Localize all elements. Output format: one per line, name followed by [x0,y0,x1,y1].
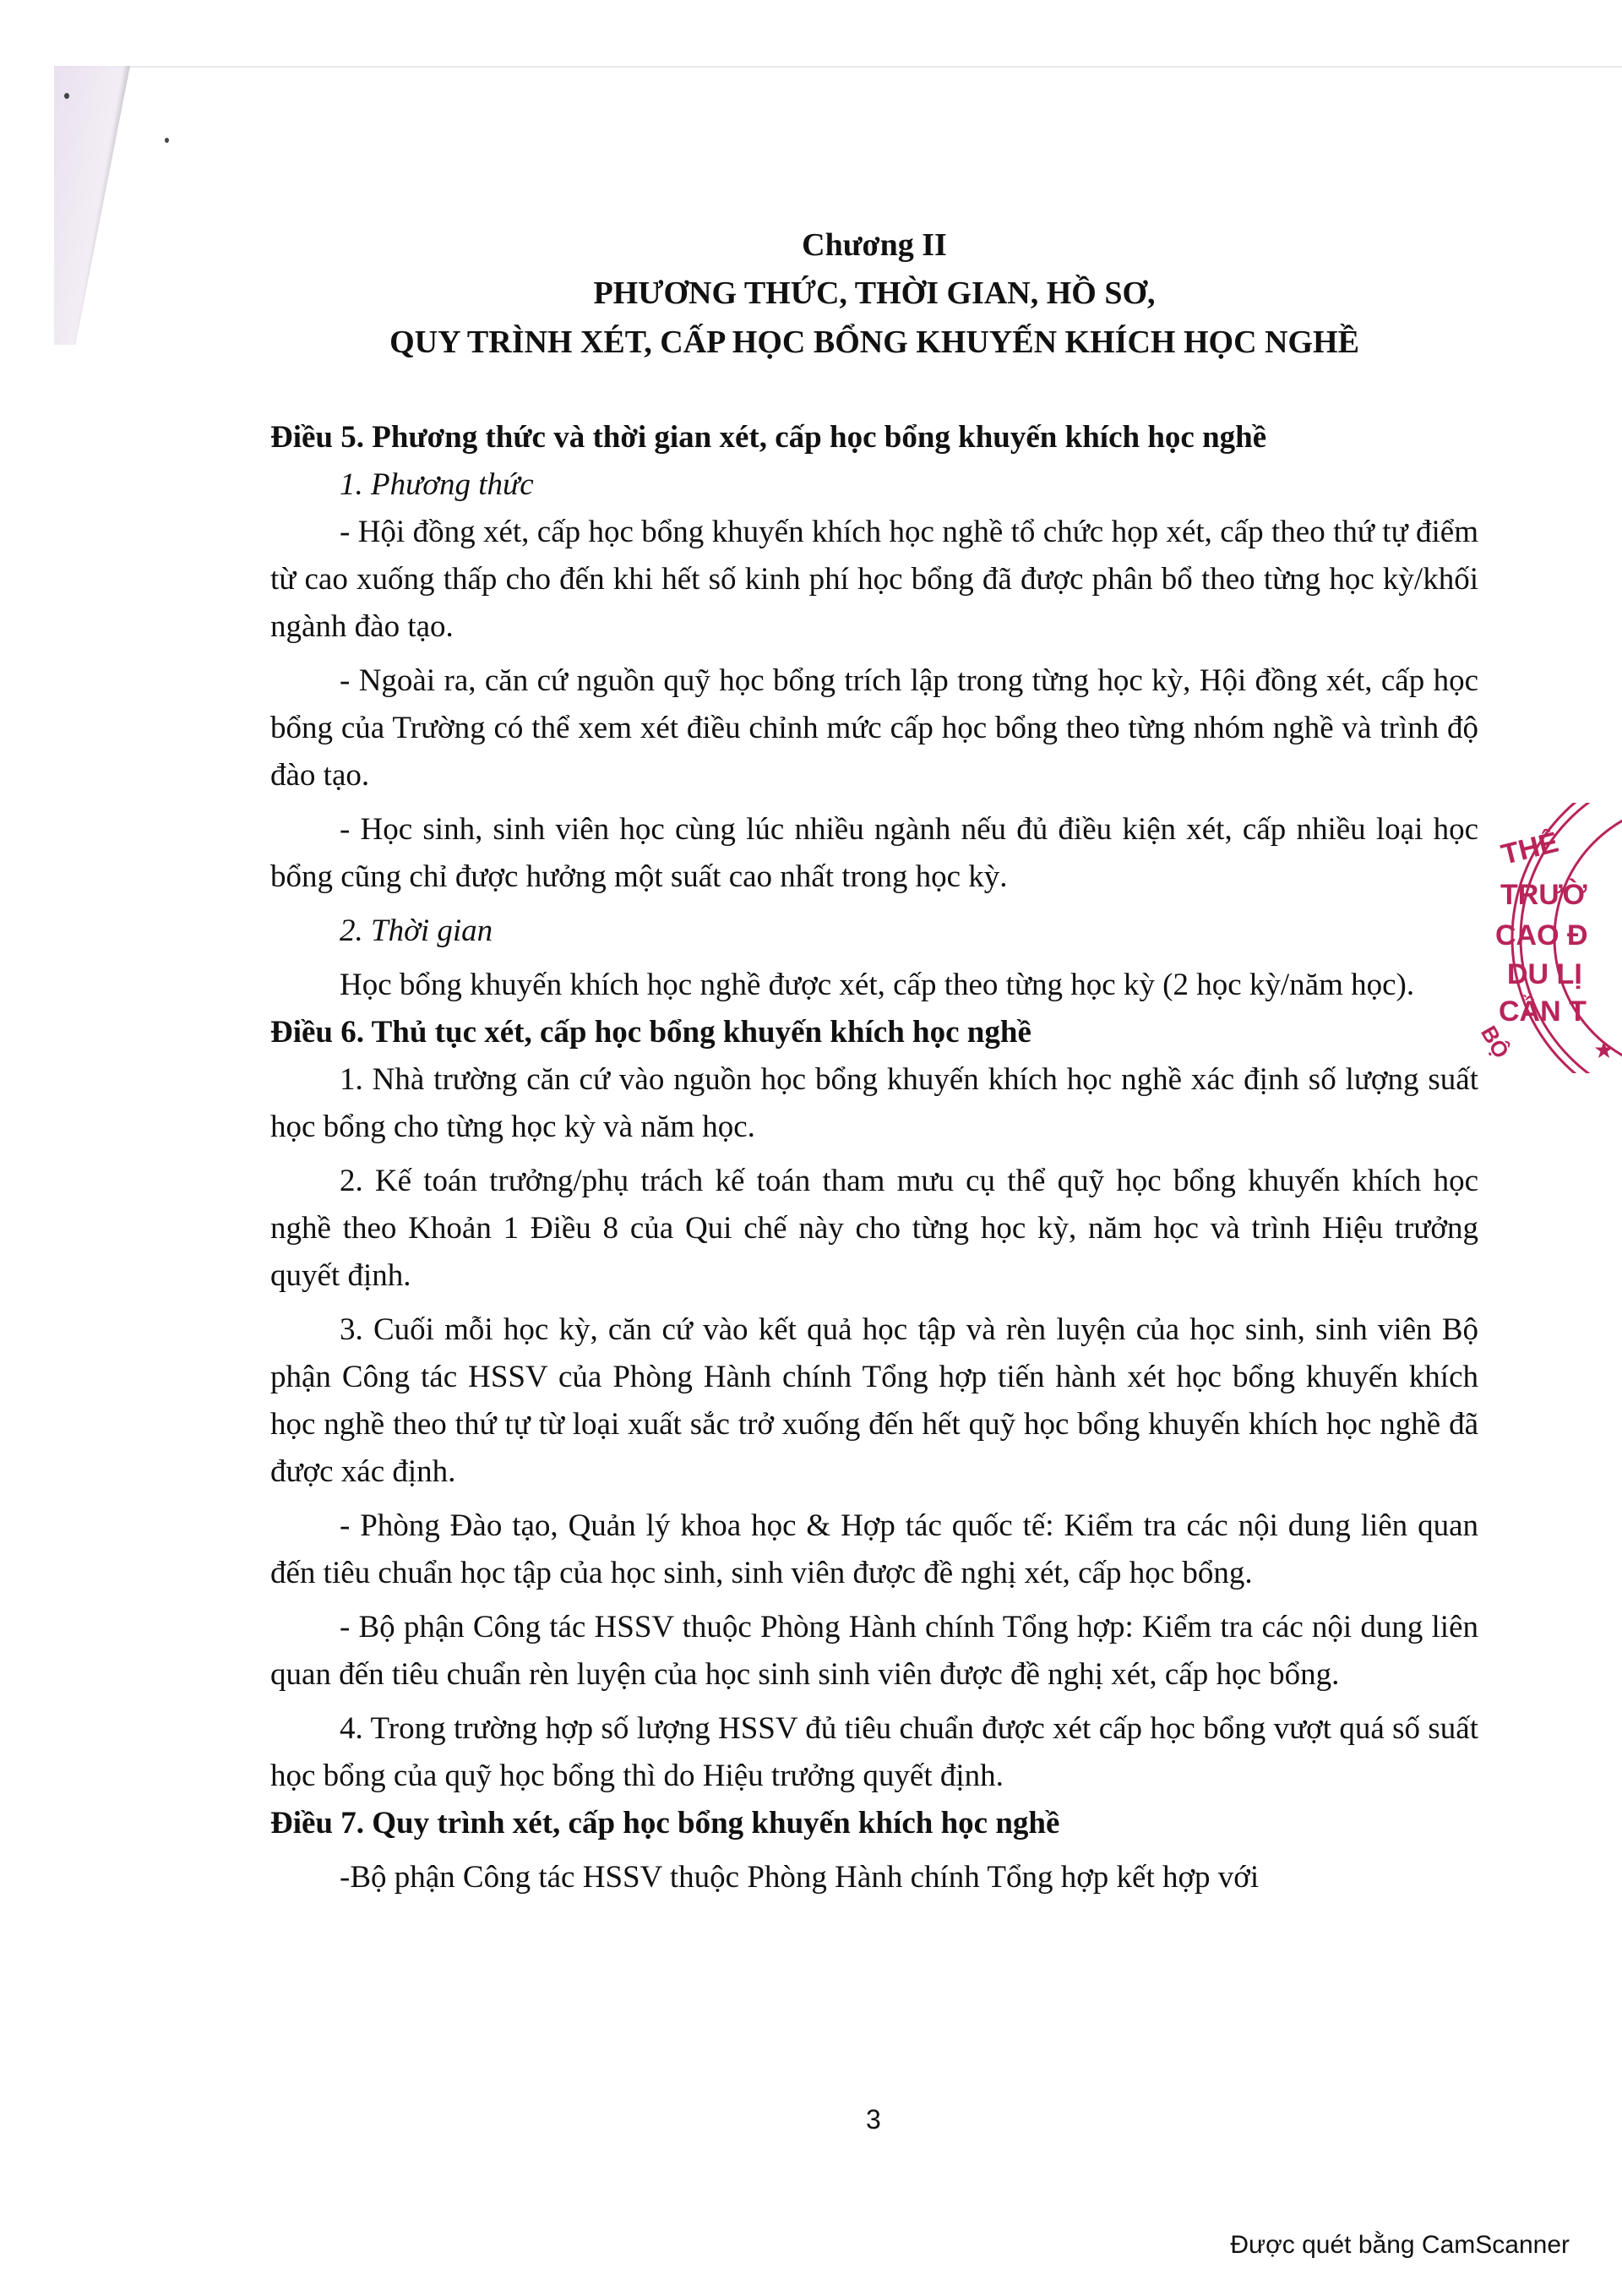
chapter-heading-line-1: PHƯƠNG THỨC, THỜI GIAN, HỒ SƠ, [593,275,1156,311]
scan-speck [165,138,169,143]
article-6-title: Điều 6. Thủ tục xét, cấp học bổng khuyến khích học nghề [270,1015,1031,1050]
seal-text: DU LỊ [1507,958,1582,990]
article-6-paragraph: 3. Cuối mỗi học kỳ, căn cứ vào kết quả học tập và rèn luyện của học sinh, sinh viên Bộ phận Công tác HSSV của Phòng Hành chính Tổng hợp tiến hành xét học bổng khuyến khích học nghề theo thứ tự từ loại xuất sắc trở xuống đến hết quỹ học bổng khuyến khích học nghề đã được xác định. [270,1312,1478,1489]
article-5-paragraph: - Ngoài ra, căn cứ nguồn quỹ học bổng trích lập trong từng học kỳ, Hội đồng xét, cấp học bổng của Trường có thể xem xét điều chỉnh mức cấp học bổng theo từng nhóm nghề và trình độ đào tạo. [270,663,1478,793]
seal-text: TRƯỜ [1500,879,1587,911]
article-7 [270,1800,1478,1901]
seal-text: CAO Đ [1495,919,1588,952]
article-6-paragraph: 2. Kế toán trưởng/phụ trách kế toán tham mưu cụ thể quỹ học bổng khuyến khích học nghề theo Khoản 1 Điều 8 của Qui chế này cho từng học kỳ, năm học và trình Hiệu trưởng quyết định. [270,1164,1478,1293]
article-5-paragraph: - Học sinh, sinh viên học cùng lúc nhiều ngành nếu đủ điều kiện xét, cấp nhiều loại học bổng cũng chỉ được hưởng một suất cao nhất trong học kỳ. [270,812,1478,894]
article-7-paragraph: -Bộ phận Công tác HSSV thuộc Phòng Hành chính Tổng hợp kết hợp với [340,1860,1260,1895]
official-seal [1470,803,1622,1073]
article-6-paragraph: 1. Nhà trường căn cứ vào nguồn học bổng khuyến khích học nghề xác định số lượng suất học bổng cho từng học kỳ và năm học. [270,1062,1478,1144]
scan-speck [64,93,69,99]
chapter-heading-line-2: QUY TRÌNH XÉT, CẤP HỌC BỔNG KHUYẾN KHÍCH HỌC NGHỀ [389,324,1359,360]
chapter-title: Chương II [802,227,947,263]
seal-text: THẾ [1498,826,1562,871]
article-5-section-1-title: 1. Phương thức [340,467,534,502]
seal-text: CẦN T [1499,995,1587,1028]
article-6-paragraph: - Phòng Đào tạo, Quản lý khoa học & Hợp tác quốc tế: Kiểm tra các nội dung liên quan đến tiêu chuẩn học tập của học sinh, sinh viên được đề nghị xét, cấp học bổng. [270,1508,1478,1590]
article-6-paragraph: - Bộ phận Công tác HSSV thuộc Phòng Hành chính Tổng hợp: Kiểm tra các nội dung liên quan đến tiêu chuẩn rèn luyện của học sinh sinh viên được đề nghị xét, cấp học bổng. [270,1610,1478,1692]
page-number: 3 [866,2104,881,2135]
article-5-paragraph: - Hội đồng xét, cấp học bổng khuyến khích học nghề tổ chức họp xét, cấp theo thứ tự điểm từ cao xuống thấp cho đến khi hết số kinh phí học bổng đã được phân bổ theo từng học kỳ/khối ngành đào tạo. [270,515,1478,644]
seal-star-icon: ★ [1593,1038,1615,1064]
article-6-paragraph: 4. Trong trường hợp số lượng HSSV đủ tiêu chuẩn được xét cấp học bổng vượt quá số suất học bổng của quỹ học bổng thì do Hiệu trưởng quyết định. [270,1711,1478,1793]
scanner-watermark: Được quét bằng CamScanner [1230,2231,1570,2259]
article-5-paragraph: Học bổng khuyến khích học nghề được xét, cấp theo từng học kỳ (2 học kỳ/năm học). [340,968,1415,1002]
article-5 [270,414,1478,1009]
article-7-title: Điều 7. Quy trình xét, cấp học bổng khuyến khích học nghề [270,1806,1060,1841]
article-5-section-2-title: 2. Thời gian [340,913,493,948]
seal-icon [1470,803,1622,1073]
article-5-title: Điều 5. Phương thức và thời gian xét, cấp học bổng khuyến khích học nghề [270,420,1267,455]
document-page [270,221,1478,1901]
article-6 [270,1009,1478,1800]
seal-text: BỘ [1476,1021,1515,1063]
